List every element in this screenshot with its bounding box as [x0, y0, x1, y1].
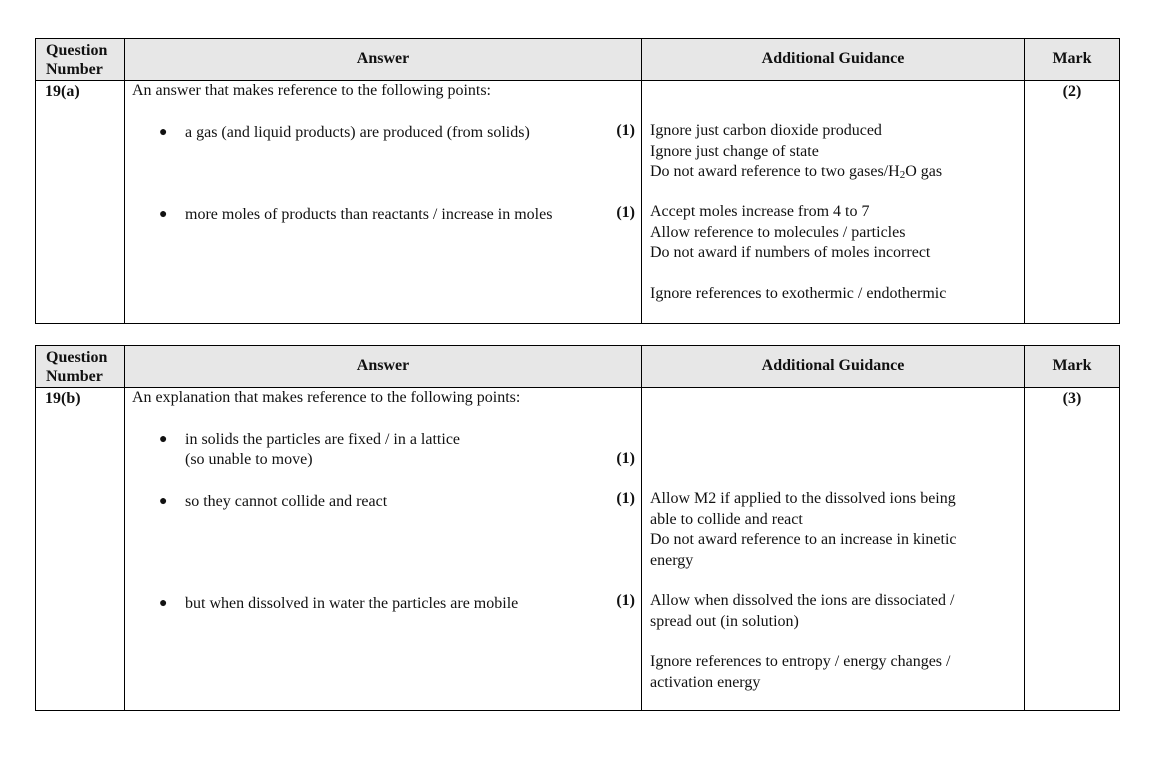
answer-intro: An answer that makes reference to the following points:: [132, 82, 491, 99]
question-number-header: Question Number: [36, 346, 125, 388]
guidance-cell: [642, 81, 1025, 324]
answer-intro: An explanation that makes reference to the following points:: [132, 389, 521, 406]
answer-point: more moles of products than reactants / increase in moles: [185, 206, 553, 223]
answer-point: so they cannot collide and react: [185, 493, 388, 510]
guidance-line: Do not award reference to an increase in kinetic: [650, 531, 957, 548]
question-number-header: Question Number: [36, 39, 125, 81]
guidance-line: Allow when dissolved the ions are dissociated /: [650, 592, 955, 609]
bullet-icon: ●: [159, 125, 168, 140]
answer-cell: [125, 388, 642, 711]
table-row: [36, 388, 1120, 711]
guidance-line: activation energy: [650, 674, 761, 691]
answer-point: but when dissolved in water the particles are mobile: [185, 595, 519, 612]
guidance-line: Ignore references to exothermic / endothermic: [650, 285, 947, 302]
answer-point: in solids the particles are fixed / in a lattice: [185, 431, 461, 448]
point-mark: (1): [616, 592, 635, 609]
answer-cell: [125, 81, 642, 324]
answer-point: (so unable to move): [185, 451, 313, 468]
bullet-icon: ●: [159, 432, 168, 447]
point-mark: (1): [616, 122, 635, 139]
mark-header: Mark: [1025, 39, 1120, 81]
table-row: [36, 81, 1120, 324]
bullet-icon: ●: [159, 596, 168, 611]
guidance-cell: [642, 388, 1025, 711]
mark-scheme-table-19a: [35, 38, 1120, 324]
mark-scheme-table-19b: [35, 345, 1120, 711]
mark-header: Mark: [1025, 346, 1120, 388]
mark-value: (3): [1025, 388, 1120, 711]
guidance-header: Additional Guidance: [642, 346, 1025, 388]
mark-value: (2): [1025, 81, 1120, 324]
point-mark: (1): [616, 450, 635, 467]
guidance-line: Ignore references to entropy / energy changes /: [650, 653, 951, 670]
point-mark: (1): [616, 490, 635, 507]
answer-point: a gas (and liquid products) are produced (from solids): [185, 124, 530, 141]
guidance-line: Do not award reference to two gases/$H_2O$ gas: [650, 163, 943, 181]
answer-header: Answer: [125, 39, 642, 81]
header-row: [36, 346, 1120, 388]
bullet-icon: ●: [159, 207, 168, 222]
question-number: 19(b): [36, 388, 125, 711]
point-mark: (1): [616, 204, 635, 221]
guidance-header: Additional Guidance: [642, 39, 1025, 81]
guidance-line: Ignore just carbon dioxide produced: [650, 122, 882, 139]
question-number: 19(a): [36, 81, 125, 324]
guidance-line: Accept moles increase from 4 to 7: [650, 203, 870, 220]
guidance-line: energy: [650, 552, 694, 569]
guidance-line: Allow M2 if applied to the dissolved ions being: [650, 490, 956, 507]
bullet-icon: ●: [159, 494, 168, 509]
guidance-line: Allow reference to molecules / particles: [650, 224, 906, 241]
guidance-line: spread out (in solution): [650, 613, 799, 630]
guidance-line: able to collide and react: [650, 511, 803, 528]
guidance-line: Do not award if numbers of moles incorrect: [650, 244, 931, 261]
guidance-line: Ignore just change of state: [650, 143, 819, 160]
answer-header: Answer: [125, 346, 642, 388]
header-row: [36, 39, 1120, 81]
